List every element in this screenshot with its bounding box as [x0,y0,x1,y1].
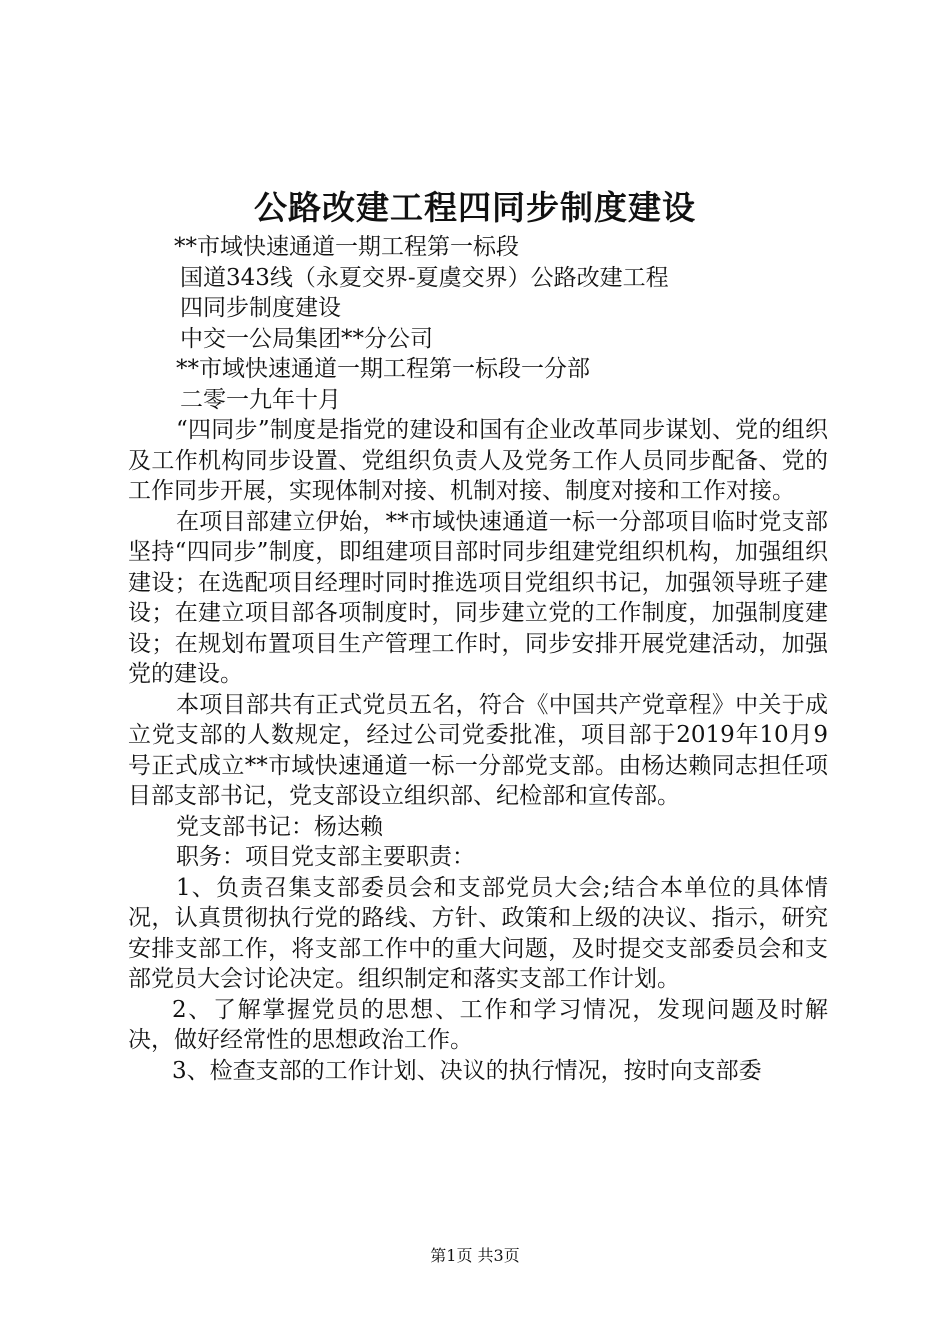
page-footer: 第1页 共3页 [430,1246,520,1265]
paragraph-definition: “四同步”制度是指党的建设和国有企业改革同步谋划、党的组织及工作机构同步设置、党组织负责人及党务工作人员同步配备、党的工作同步开展，实现体制对接、机制对接、制度对接和工作对接。 [128,417,828,504]
duty-item: 3、检查支部的工作计划、决议的执行情况，按时向支部委 [172,1057,762,1084]
duty-item: 1、负责召集支部委员会和支部党员大会;结合本单位的具体情况，认真贯彻执行党的路线、方针、政策和上级的决议、指示，研究安排支部工作，将支部工作中的重大问题，及时提交支部委员会和支部党员大会讨论决定。组织制定和落实支部工作计划。 [128,874,828,992]
cover-line-subject: 四同步制度建设 [180,295,341,321]
paragraph-members: 本项目部共有正式党员五名，符合《中国共产党章程》中关于成立党支部的人数规定，经过公司党委批准，项目部于2019年10月9号正式成立**市域快速通道一标一分部党支部。由杨达赖同志担任项目部支部书记，党支部设立组织部、纪检部和宣传部。 [128,691,828,809]
secretary-line: 党支部书记：杨达赖 [176,813,383,840]
cover-line-company: 中交一公局集团**分公司 [180,325,433,352]
duties-heading: 职务：项目党支部主要职责： [176,844,475,870]
cover-line-project: 国道343线（永夏交界-夏虞交界）公路改建工程 [180,264,669,291]
cover-line-branch: **市域快速通道一期工程第一标段一分部 [176,356,590,382]
cover-line-section: **市域快速通道一期工程第一标段 [174,234,519,260]
paragraph-establishment: 在项目部建立伊始，**市域快速通道一标一分部项目临时党支部坚持“四同步”制度，即组建项目部时同步组建党组织机构，加强组织建设；在选配项目经理时同时推选项目党组织书记，加强领导班子建设；在建立项目部各项制度时，同步建立党的工作制度，加强制度建设；在规划布置项目生产管理工作时，同步安排开展党建活动，加强党的建设。 [128,508,828,687]
cover-line-date: 二零一九年十月 [180,386,341,413]
duty-item: 2、了解掌握党员的思想、工作和学习情况，发现问题及时解决，做好经常性的思想政治工作。 [128,996,828,1053]
document-title: 公路改建工程四同步制度建设 [254,188,696,227]
document-body [128,232,828,1086]
